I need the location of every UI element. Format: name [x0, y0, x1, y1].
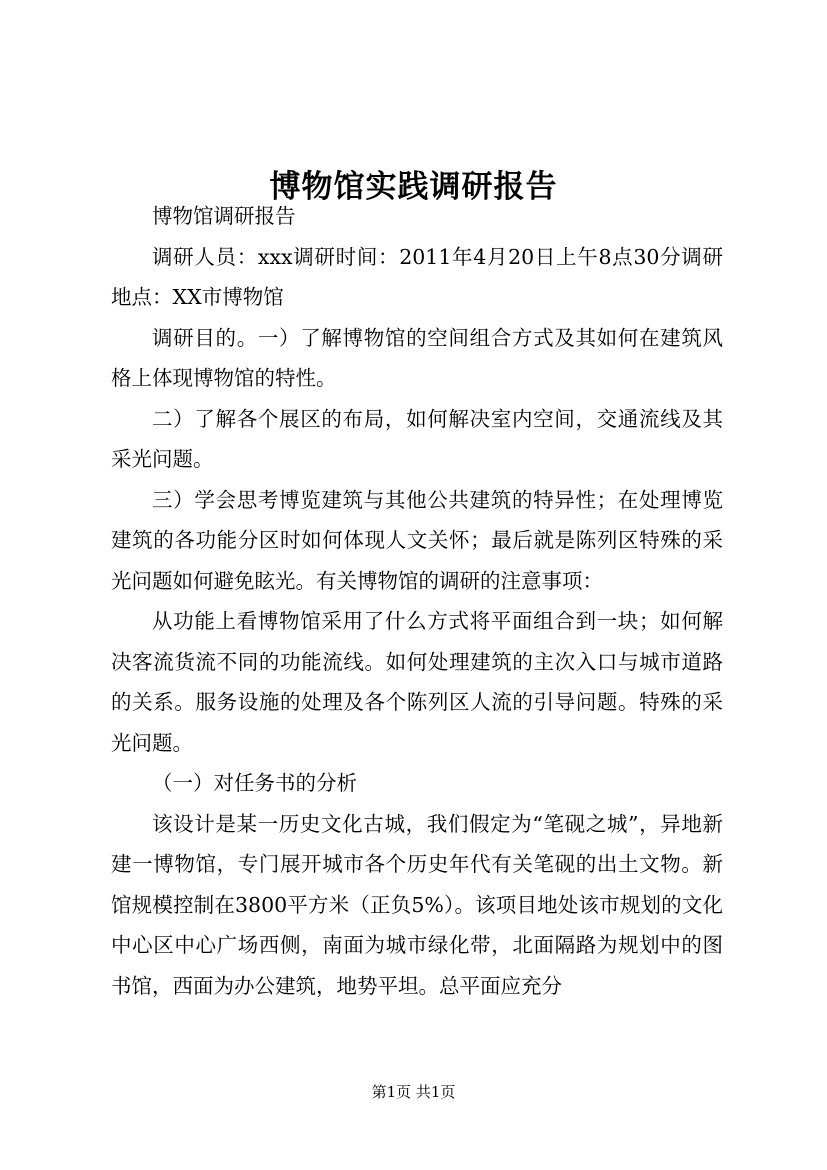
paragraph-notes: 从功能上看博物馆采用了什么方式将平面组合到一块；如何解决客流货流不同的功能流线。如何处理建筑的主次入口与城市道路的关系。服务设施的处理及各个陈列区人流的引导问题。特殊的采光问题。 [111, 609, 723, 755]
paragraph-subtitle: 博物馆调研报告 [152, 204, 296, 228]
paragraph-purpose: 调研目的。一）了解博物馆的空间组合方式及其如何在建筑风格上体现博物馆的特性。 [111, 325, 723, 390]
paragraph-task-analysis: 该设计是某一历史文化古城，我们假定为“笔砚之城”，异地新建一博物馆，专门展开城市各个历史年代有关笔砚的出土文物。新馆规模控制在3800平方米（正负5%）。该项目地处该市规划的文化中心区中心广场西侧，南面为城市绿化带，北面隔路为规划中的图书馆，西面为办公建筑，地势平坦。总平面应充分 [111, 811, 723, 998]
paragraph-purpose-2: 二）了解各个展区的布局，如何解决室内空间，交通流线及其采光问题。 [111, 406, 723, 471]
section-heading-task-analysis: （一）对任务书的分析 [152, 771, 357, 795]
paragraph-researchers: 调研人员：xxx调研时间：2011年4月20日上午8点30分调研地点：XX市博物馆 [111, 244, 723, 309]
document-body [111, 196, 723, 1006]
page-footer: 第1页 共1页 [371, 1083, 456, 1101]
paragraph-purpose-3: 三）学会思考博览建筑与其他公共建筑的特异性；在处理博览建筑的各功能分区时如何体现人文关怀；最后就是陈列区特殊的采光问题如何避免眩光。有关博物馆的调研的注意事项： [111, 487, 723, 593]
document-title: 博物馆实践调研报告 [269, 168, 558, 205]
